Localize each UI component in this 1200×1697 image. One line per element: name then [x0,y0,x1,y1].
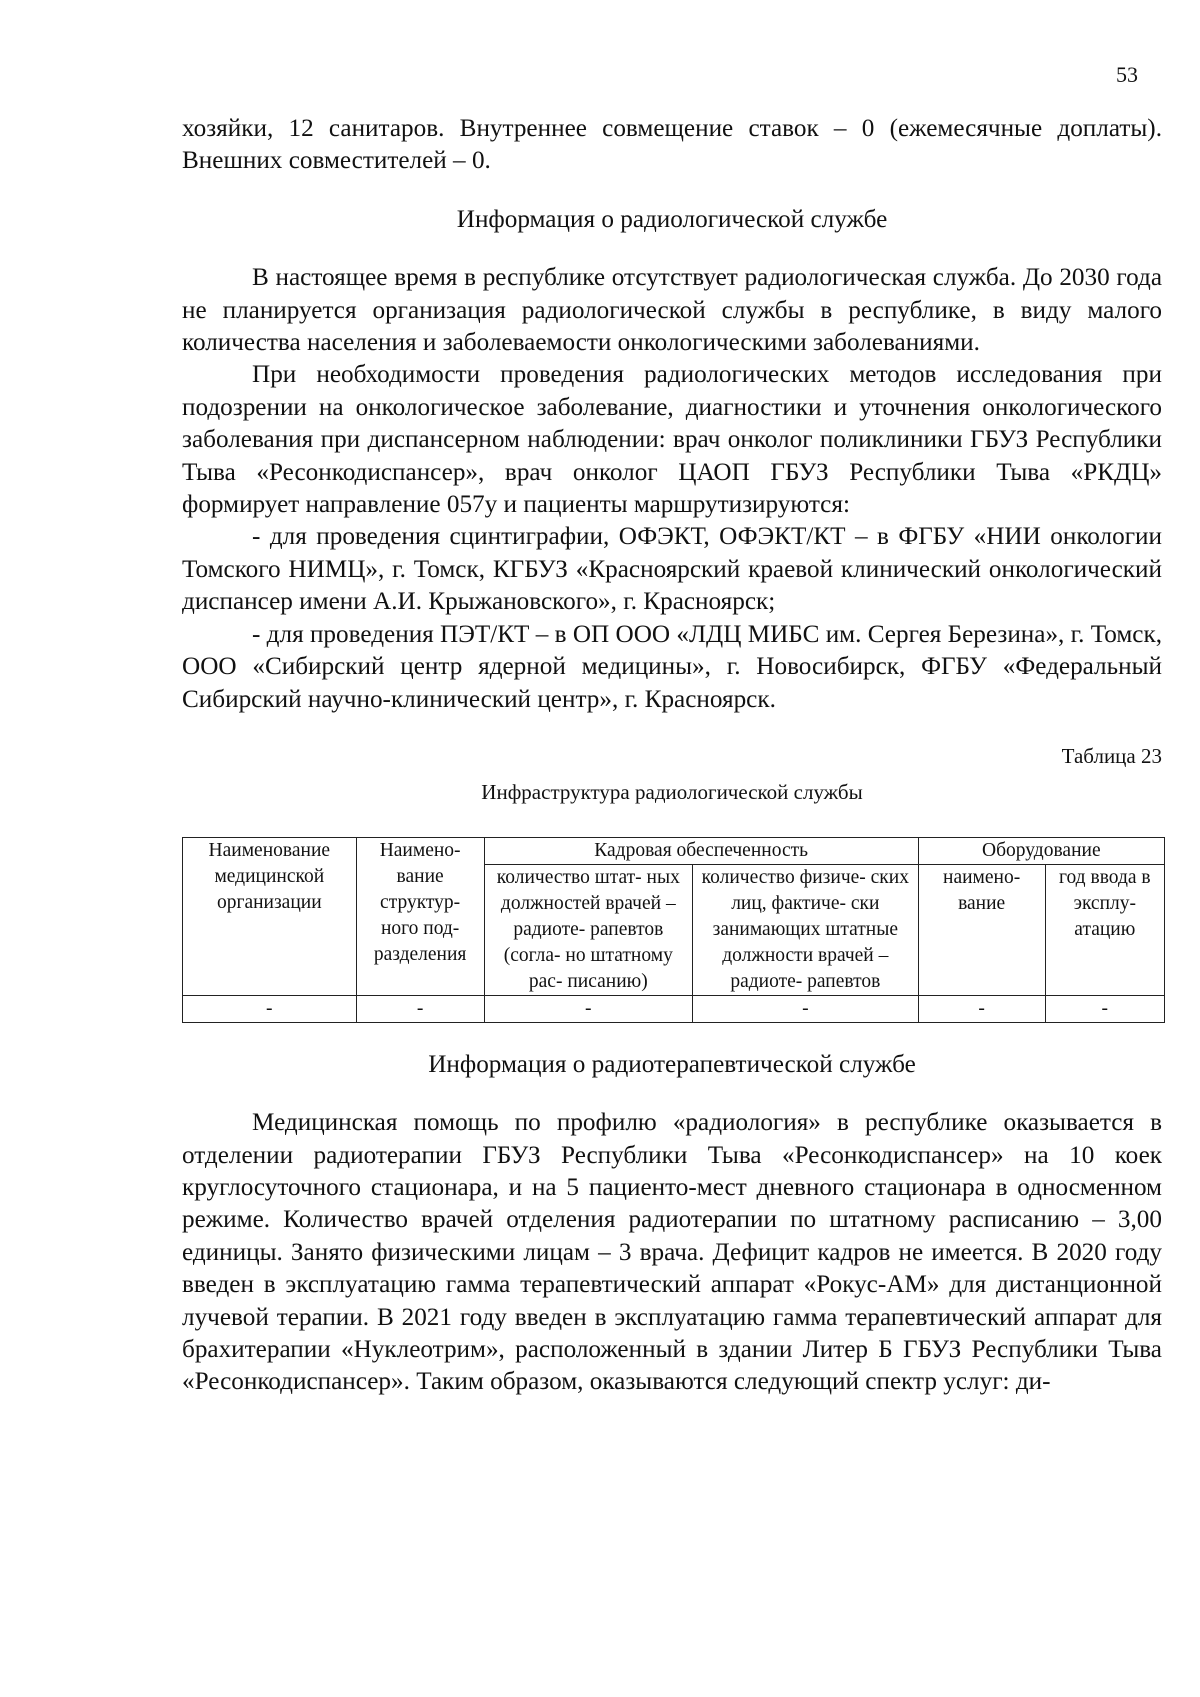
radiology-infrastructure-table [182,837,1165,1023]
table-cell: - [918,995,1045,1022]
col-header-equipment-year: год ввода в эксплу- атацию [1045,864,1164,995]
heading-radiotherapy-service: Информация о радиотерапевтической службе [428,1050,916,1078]
table-cell: - [692,995,918,1022]
col-group-staffing: Кадровая обеспеченность [484,837,918,864]
table-cell: - [183,995,357,1022]
page-number: 53 [1116,62,1138,87]
col-header-equipment-name: наимено- вание [918,864,1045,995]
col-header-organization: Наименование медицинской организации [183,837,357,995]
heading-radiology-service: Информация о радиологической службе [456,205,888,233]
col-group-equipment: Оборудование [918,837,1164,864]
page-content [182,113,1162,1399]
table-label: Таблица 23 [1061,743,1162,768]
table-cell: - [1045,995,1164,1022]
paragraph-radiology-absent: В настоящее время в республике отсутствует радиологическая служба. До 2030 года не планируется организация радиологической службы в республике, в виду малого количества населения и заболеваемости онкологическими заболеваниями. [182,264,1162,357]
paragraph-routing-scintigraphy: - для проведения сцинтиграфии, ОФЭКТ, ОФЭКТ/КТ – в ФГБУ «НИИ онкологии Томского НИМЦ», г. Томск, КГБУЗ «Красноярский краевой клинический онкологический диспансер имени А.И. Крыжановского», г. Красноярск; [182,523,1162,616]
table-cell: - [356,995,484,1022]
col-header-staff-positions: количество штат- ных должностей врачей – радиоте- рапевтов (согла- но штатному рас- писанию) [484,864,692,995]
col-header-unit: Наимено- вание структур- ного под- разделения [356,837,484,995]
paragraph-routing-pet: - для проведения ПЭТ/КТ – в ОП ООО «ЛДЦ МИБС им. Сергея Березина», г. Томск, ООО «Сибирский центр ядерной медицины», г. Новосибирск, ФГБУ «Федеральный Сибирский научно-клинический центр», г. Красноярск. [182,620,1162,713]
paragraph-routing: При необходимости проведения радиологических методов исследования при подозрении на онкологическое заболевание, диагностики и уточнения онкологического заболевания при диспансерном наблюдении: врач онколог поликлиники ГБУЗ Республики Тыва «Ресонкодиспансер», врач онколог ЦАОП ГБУЗ Республики Тыва «РКДЦ» формирует направление 057у и пациенты маршрутизируются: [182,361,1162,519]
paragraph-staff-continuation: хозяйки, 12 санитаров. Внутреннее совмещение ставок – 0 (ежемесячные доплаты). Внешних совместителей – 0. [182,115,1162,175]
table-caption: Инфраструктура радиологической службы [481,780,863,805]
col-header-staff-persons: количество физиче- ских лиц, фактиче- ски занимающих штатные должности врачей – радиоте- рапевтов [692,864,918,995]
paragraph-radiotherapy: Медицинская помощь по профилю «радиология» в республике оказывается в отделении радиотерапии ГБУЗ Республики Тыва «Ресонкодиспансер» на 10 коек круглосуточного стационара, и на 5 пациенто-мест дневного стационара в односменном режиме. Количество врачей отделения радиотерапии по штатному расписанию – 3,00 единицы. Занято физическими лицам – 3 врача. Дефицит кадров не имеется. В 2020 году введен в эксплуатацию гамма терапевтический аппарат «Рокус-АМ» для дистанционной лучевой терапии. В 2021 году введен в эксплуатацию гамма терапевтический аппарат для брахитерапии «Нуклеотрим», расположенный в здании Литер Б ГБУЗ Республики Тыва «Ресонкодиспансер». Таким образом, оказываются следующий спектр услуг: ди- [182,1109,1162,1396]
table-row [183,995,1165,1022]
table-cell: - [484,995,692,1022]
